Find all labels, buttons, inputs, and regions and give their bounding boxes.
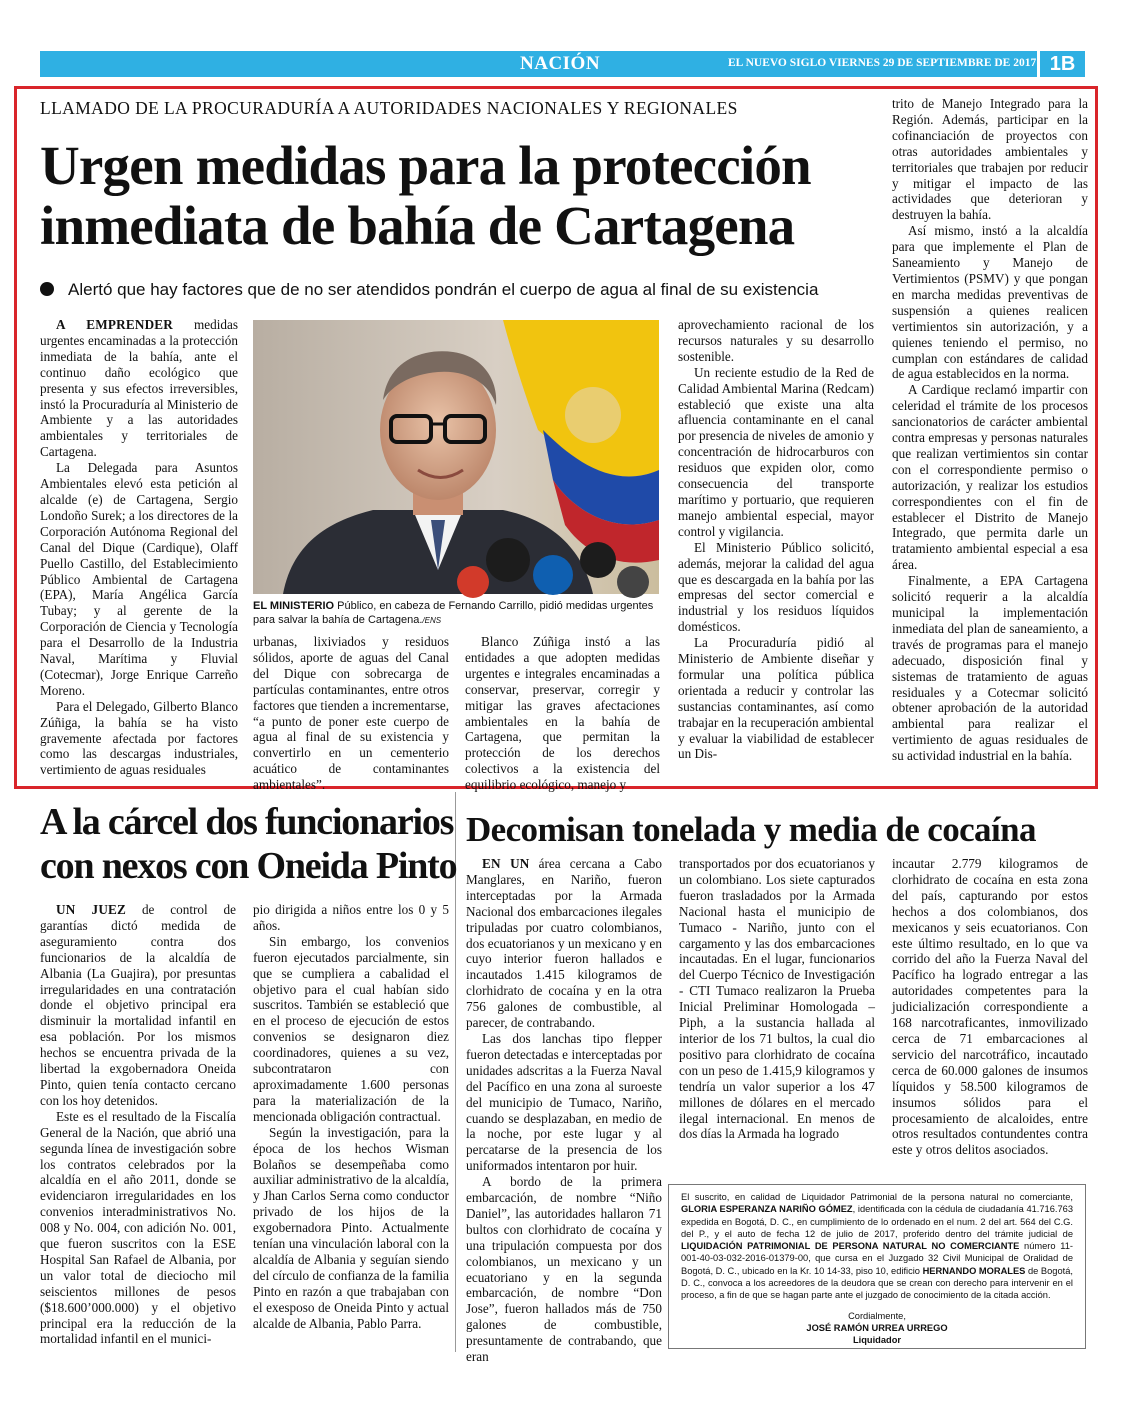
section-header-bar xyxy=(40,51,1085,77)
caption-text: Público, en cabeza de Fernando Carrillo, pidió medidas urgentes para salvar la bahía de Cartagena. xyxy=(253,600,654,626)
paragraph: La Delegada para Asuntos Ambientales elevó esta petición al alcalde (e) de Cartagena, Sergio Londoño Surek; a los directores de la Corporación Autónoma Regional del Canal del Dique (Cardique), Olaff Puello Castillo, del Establecimiento Público Ambiental de Cartagena (EPA), María Angélica García Tubay; y al gerente de la Corporación de Ciencia y Tecnología para el Desarrollo de la Industria Naval, Marítima y Fluvial (Cotecmar), Jorge Enrique Carreño Moreno. xyxy=(40,460,238,698)
photo-fernando-carrillo xyxy=(253,320,659,594)
main-article-column-2 xyxy=(253,634,449,793)
lead-in: UN JUEZ xyxy=(56,902,127,917)
paragraph: urbanas, lixiviados y residuos sólidos, aporte de aguas del Canal del Dique con sobrecarga de partículas contaminantes, entre otros factores que tienden a incrementarse, “a punto de poner este cuerpo de agua al final de su existencia y convertirlo en un cementerio acuático de contaminantes ambientales”. xyxy=(253,634,449,793)
main-article-column-3 xyxy=(465,634,660,793)
debtor-name: GLORIA ESPERANZA NARIÑO GÓMEZ xyxy=(681,1204,853,1215)
article2-headline-line2: con nexos con Oneida Pinto xyxy=(40,845,457,887)
paragraph: Según la investigación, para la época de los hechos Wisman Bolaños se desempeñaba como auxiliar administrativo de la alcaldía, y Jhan Carlos Serna como conductor privado de los hijos de la exgobernadora Pinto. Actualmente tenían una vinculación laboral con la alcaldía de Albania y seguían siendo del círculo de confianza de la familia Pinto en razón a que trabajaban con el exesposo de Oneida Pinto y actual alcalde de Albania, Pablo Parra. xyxy=(253,1124,449,1331)
lead-in: EN UN xyxy=(482,856,530,871)
paragraph: incautar 2.779 kilogramos de clorhidrato de cocaína en esta zona del país, capturando por estos hechos a dos colombianos, dos mexicanos y seis ecuatorianos. Con este último resultado, en lo que va corrido del año la Fuerza Naval del Pacífico ha logrado entregar a las autoridades competentes para la judicialización correspondiente a 168 narcotraficantes, inmovilizado cerca de 71 embarcaciones al servicio del narcotráfico, incautado cerca de 60.000 galones de insumos líquidos y 58.500 kilogramos de insumos sólidos para el procesamiento de alcaloides, entre otros resultados contundentes contra este y otros delitos asociados. xyxy=(892,856,1088,1158)
caption-lead: EL MINISTERIO xyxy=(253,600,335,612)
paragraph: Así mismo, instó a la alcaldía para que implemente el Plan de Saneamiento y Manejo de Vertimientos (PSMV) y que pongan en marcha medidas preventivas de suspensión a quienes realicen vertimientos sin autorización, y a quienes teniendo el permiso, no cumplan con estándares de calidad de agua establecidos en la norma. xyxy=(892,223,1088,382)
paragraph: aprovechamiento racional de los recursos naturales y su desarrollo sostenible. xyxy=(678,317,874,364)
article3-headline: Decomisan tonelada y media de cocaína xyxy=(466,810,1036,849)
paragraph: Para el Delegado, Gilberto Blanco Zúñiga, la bahía se ha visto gravemente afectada por factores como las descargas industriales, vertimiento de aguas residuales xyxy=(40,698,238,778)
main-article-column-1 xyxy=(40,317,238,779)
article2-headline-line1: A la cárcel dos funcionarios xyxy=(40,801,454,843)
main-headline xyxy=(40,136,880,256)
notice-text: El suscrito, en calidad de Liquidador Patrimonial de la persona natural no comerciante, xyxy=(681,1192,1073,1202)
signer-title: Liquidador xyxy=(852,1335,902,1346)
notice-text: número 11-001-40-03-032-2016-01379-00, que cursa en el Juzgado 32 Civil Municipal de Oralidad de Bogotá, D. C., ubicado en la Kr. 10 14-33, piso 10, edificio xyxy=(681,1241,1073,1276)
main-subhead xyxy=(40,280,818,300)
paragraph: La Procuraduría pidió al Ministerio de Ambiente diseñar y formular una política pública orientada a reducir y controlar las sustancias contaminantes, así como trabajar en la recuperación ambiental y evaluar la viabilidad de establecer un Dis- xyxy=(678,635,874,762)
paragraph: Las dos lanchas tipo flepper fueron detectadas e interceptadas por unidades adscritas a la Fuerza Naval del Pacífico en una zona al suroeste del municipio de Tumaco, Nariño, cuando se desplazaban, en medio de la noche, por este lugar y al percatarse de la presencia de los uniformados intentaron por huir. xyxy=(466,1030,662,1174)
section-name: NACIÓN xyxy=(520,53,601,74)
article3-column-3 xyxy=(892,856,1088,1176)
article-kicker: LLAMADO DE LA PROCURADURÍA A AUTORIDADES NACIONALES Y REGIONALES xyxy=(40,98,738,118)
paragraph: Sin embargo, los convenios fueron ejecutados parcialmente, sin que se cumpliera a cabalidad el objetivo para el cual habían sido suscritos. También se estableció que en el proceso de ejecución de estos convenios se designaron diez coordinadores, quienes a su vez, subcontrataron con aproximadamente 1.600 personas para la materialización de la mencionada obligación contractual. xyxy=(253,933,449,1124)
main-article-column-5 xyxy=(892,96,1088,780)
lead-in: A EMPRENDER xyxy=(56,317,174,332)
article-photo xyxy=(253,320,659,594)
paragraph: trito de Manejo Integrado para la Región. Además, participar en la cofinanciación de proyectos con otras autoridades ambientales y territoriales que trabajen por reducir y mitigar el impacto de las actividades que deterioran y destruyen la bahía. xyxy=(892,96,1088,223)
photo-caption xyxy=(253,599,659,628)
paragraph: A bordo de la primera embarcación, de nombre “Niño Daniel”, las autoridades hallaron 71 bultos con clorhidrato de cocaína y una tripulación compuesta por dos colombianos, un mexicano y un ecuatoriano y en la segunda embarcación, de nombre “Don Jose”, fueron hallados más de 750 galones de combustible, presuntamente de contrabando, que eran xyxy=(466,1174,662,1365)
paragraph: El Ministerio Público solicitó, además, mejorar la calidad del agua que es descargada en la bahía por las empresas del sector comercial e industrial y los residuos líquidos domésticos. xyxy=(678,539,874,635)
dateline: EL NUEVO SIGLO VIERNES 29 DE SEPTIEMBRE DE 2017 xyxy=(728,57,1037,69)
paragraph: pio dirigida a niños entre los 0 y 5 años. xyxy=(253,902,449,933)
paragraph: área cercana a Cabo Manglares, en Nariño, fueron interceptadas por la Armada Nacional dos embarcaciones ilegales tripuladas por cuatro colombianos, dos ecuatorianos y un mexicano y en cuyo interior fueron hallados e incautados 1.415 kilogramos de clorhidrato de cocaína y en la otra 756 galones de combustible, al parecer, de contrabando. xyxy=(466,856,662,1031)
paragraph: Un reciente estudio de la Red de Calidad Ambiental Marina (Redcam) estableció que existe una alta afluencia contaminante en el canal por presencia de niveles de amonio y concentración de hidrocarburos con residuos que expiden olor, como consecuencia del transporte marítimo y portuario, que requieren manejo ambiental especial, mayor control y vigilancia. xyxy=(678,364,874,539)
paragraph: medidas urgentes encaminadas a la protección inmediata de la bahía, ante el continuo daño ecológico que presenta y sus efectos irreversibles, instó la Procuraduría al Ministerio de Ambiente y a las autoridades ambientales y territoriales de Cartagena. xyxy=(40,317,238,460)
paragraph: transportados por dos ecuatorianos y un colombiano. Los siete capturados fueron trasladados por la Armada Nacional hasta el municipio de Tumaco - Nariño, junto con el cargamento y las dos embarcaciones incautadas. En el lugar, funcionarios del Cuerpo Técnico de Investigación - CTI Tumaco realizaron la Prueba Inicial Preliminar Homologada – Piph, a la sustancia hallada al interior de los 71 bultos, la cual dio positivo para clorhidrato de cocaína con un peso de 1.415,9 kilogramos y tendría un valor superior a los 47 millones de dólares en el mercado ilegal internacional. En menos de dos días la Armada ha logrado xyxy=(679,856,875,1142)
signer-name: JOSÉ RAMÓN URREA URREGO xyxy=(806,1322,948,1333)
closing: Cordialmente, xyxy=(848,1310,906,1321)
main-headline-line2: inmediata de bahía de Cartagena xyxy=(40,195,795,256)
article2-column-1 xyxy=(40,902,236,1350)
building-name: HERNANDO MORALES xyxy=(922,1265,1026,1276)
article2-headline xyxy=(40,800,456,888)
bullet-icon xyxy=(40,282,54,296)
main-article-column-4 xyxy=(678,317,874,779)
paragraph: Finalmente, a EPA Cartagena solicitó requerir a la alcaldía municipal la implementación inmediata del plan de saneamiento, a través de programas para el manejo adecuado, disposición final y sistemas de tratamiento de aguas residuales y a Cotecmar solicitó obtener aprobación de la autoridad ambiental para realizar el vertimiento de aguas residuales de su actividad industrial en la bahía. xyxy=(892,573,1088,764)
subhead-text: Alertó que hay factores que de no ser atendidos pondrán el cuerpo de agua al final de su existencia xyxy=(68,280,819,299)
signature-block xyxy=(681,1310,1073,1347)
article2-column-2 xyxy=(253,902,449,1350)
main-headline-line1: Urgen medidas para la protección xyxy=(40,135,811,196)
notice-text: de Bogotá, D. C., convoca a los acreedores de la deudora que se crean con derecho para intervenir en el proceso, a fin de que se hagan parte ante el juzgado de conocimiento de la citada acción. xyxy=(681,1265,1073,1301)
caption-credit: /ENS xyxy=(422,616,442,625)
article3-column-1 xyxy=(466,856,662,1365)
process-type: LIQUIDACIÓN PATRIMONIAL DE PERSONA NATURAL NO COMERCIANTE xyxy=(681,1241,1020,1252)
article3-column-2 xyxy=(679,856,875,1176)
notice-text: , identificada con la cédula de ciudadanía 41.716.763 expedida en Bogotá, D. C., en cumplimiento de lo ordenado en el num. 2 del art. 564 del C.G. del P., y el auto de fecha 12 de julio de 2017, proferido dentro del trámite judicial de xyxy=(681,1204,1073,1239)
paragraph: de control de garantías dictó medida de aseguramiento contra dos funcionarios de la alcaldía de Albania (La Guajira), por presuntas irregularidades en una contratación donde el objetivo principal era disminuir la mortalidad infantil en esa población. Por los mismos hechos se encuentra privada de la libertad la exgobernadora Oneida Pinto, quien tenía contacto cercano con los hoy detenidos. xyxy=(40,902,236,1108)
legal-notice xyxy=(668,1184,1086,1349)
paragraph: Blanco Zúñiga instó a las entidades a que adopten medidas urgentes e integrales encaminadas a conservar, preservar, corregir y mitigar las graves afectaciones ambientales en la bahía de Cartagena, que permitan la protección de los derechos colectivos a la existencia del equilibrio ecológico, manejo y xyxy=(465,634,660,793)
page-number: 1B xyxy=(1037,51,1085,77)
paragraph: Este es el resultado de la Fiscalía General de la Nación, que abrió una segunda línea de investigación sobre los contratos celebrados por la alcaldía en el año 2011, donde se evidenciaron irregularidades en los convenios interadministrativos No. 008 y No. 004, con adición No. 001, que fueron suscritos con la ESE Hospital San Rafael de Albania, por un valor total de dieciocho mil seiscientos millones de pesos ($18.600’000.000) y el objetivo principal era la reducción de la mortalidad infantil en el munici- xyxy=(40,1108,236,1347)
paragraph: A Cardique reclamó impartir con celeridad el trámite de los procesos sancionatorios de carácter ambiental contra empresas y personas naturales que realizan vertimientos sin contar con el correspondiente permiso o autorización, y realizar los estudios correspondientes con el fin de establecer el Distrito de Manejo Integrado, que permita darle un tratamiento ambiental especial a esa área. xyxy=(892,382,1088,573)
legal-notice-body xyxy=(681,1191,1073,1302)
